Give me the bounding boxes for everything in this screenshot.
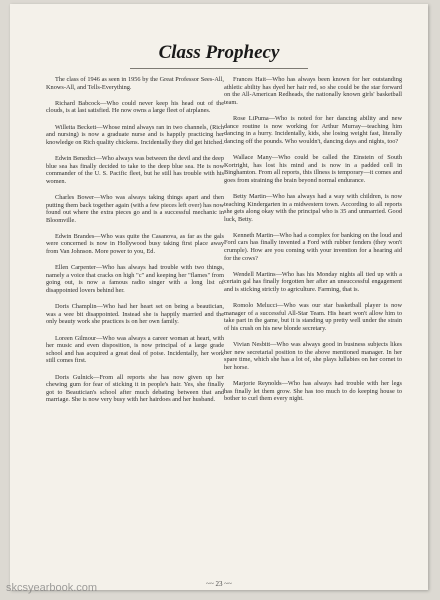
title-rule bbox=[130, 68, 308, 69]
page-number: ~~ 23 ~~ bbox=[206, 580, 232, 588]
prophecy-entry: Wallace Many—Who could be called the Einstein of South Kortright, has lost his mind and is now in a padded cell in Binghamton. From all reports, this illness is temporary—it comes and goes from straining the brain beyond normal endurance. bbox=[224, 153, 402, 184]
prophecy-entry: Rose LiPuma—Who is noted for her dancing ability and new dance routine is now working for Arthur Murray—teaching him dancing in a hurry. Incidentally, kids, she losing weight fast, literally dancing off the pounds. Who wouldn't, dancing days and nights, too? bbox=[224, 114, 402, 145]
right-column bbox=[224, 76, 402, 412]
prophecy-entry: Kenneth Martin—Who had a complex for banking on the loud and Ford cars has finally invented a Ford with rubber fenders (they won't crumple). How are you coming with your invention for a hearing aid for the cows? bbox=[224, 231, 402, 262]
prophecy-entry: Frances Hait—Who has always been known for her outstanding athletic ability has dyed her hair red, so she could be the star forward on the All-American Redheads, the nationally known girls' basketball team. bbox=[224, 76, 402, 106]
prophecy-entry: Marjorie Reynolds—Who has always had trouble with her legs has finally let them grow. She has too much to do keeping house to bother to curl them every night. bbox=[224, 380, 402, 403]
prophecy-entry: Doris Gulnick—From all reports she has now given up her chewing gum for fear of sticking it in people's hair. Yes, she finally got to Beautician's school after much debating between that and marriage. She is now very busy with her hairdoes and her husband. bbox=[46, 373, 224, 404]
prophecy-entry: Loreen Gilmour—Who was always a career woman at heart, with her music and even disposition, is now principal of a large grade school and has acquired a great deal of poise. Incidentally, her work still comes first. bbox=[46, 334, 224, 365]
prophecy-entry: Romolo Melucci—Who was our star basketball player is now manager of a successful All-Star Team. His heart won't allow him to take part in the game, but it is standing up pretty well under the strain of his crush on his new blonde secretary. bbox=[224, 302, 402, 332]
page-title: Class Prophecy bbox=[158, 42, 280, 63]
yearbook-page bbox=[10, 4, 428, 590]
prophecy-entry: Charles Bower—Who was always taking things apart and then putting them back together again (with a few pieces left over) has now found out where the extra pieces go and is a successful mechanic in Bloomville. bbox=[46, 193, 224, 224]
prophecy-entry: Edwin Benedict—Who always was between the devil and the deep blue sea has finally decided to take to the deep blue sea. He is now commander of the U. S. Pacific fleet, but he still has trouble with his women. bbox=[46, 154, 224, 185]
prophecy-entry: Doris Champlin—Who had her heart set on being a beautician, was a wee bit disappointed. Instead she is happily married and the only beauty work she practices is on her own family. bbox=[46, 303, 224, 326]
left-column bbox=[46, 76, 224, 413]
prophecy-entry: Ellen Carpenter—Who has always had trouble with two things, namely a voice that cracks on high "c" and keeping her "flames" from going out, is now a famous radio singer with a long list of disappointed lovers behind her. bbox=[46, 264, 224, 295]
prophecy-entry: Willeita Beckett—Whose mind always ran in two channels, (Rich and nursing) is now a graduate nurse and is happily practicing her knowledge on Rich quality chickens. Incidentally they did get hitched. bbox=[46, 123, 224, 146]
prophecy-entry: Wendell Martins—Who has his Monday nights all tied up with a certain gal has finally forgotten her after an unsuccessful engagement and is sticking strictly to agriculture. Farming, that is. bbox=[224, 270, 402, 294]
prophecy-entry: Richard Babcock—Who could never keep his head out of the clouds, is at last satisfied. He now owns a large fleet of airplanes. bbox=[46, 99, 224, 115]
prophecy-entry: The class of 1946 as seen in 1956 by the Great Professor Sees-All, Knows-All, and Tells-Everything. bbox=[46, 76, 224, 91]
site-watermark: skcsyearbook.com bbox=[6, 582, 98, 594]
prophecy-entry: Edwin Brandes—Who was quite the Casanova, as far as the gals were concerned is now in Hollywood busy taking first place away from Van Johnson. More power to you, Ed. bbox=[46, 232, 224, 256]
prophecy-entry: Betty Martin—Who has always had a way with children, is now teaching Kindergarten in a midwestern town. According to all reports she gets along okay with the principal who is 35 and unmarried. Good luck, Betty. bbox=[224, 192, 402, 223]
prophecy-entry: Vivian Nesbitt—Who was always good in business subjects likes her new secretarial position to the above mentioned manager. In her spare time, which she has a lot of, she plays lullabies on her cornet to her horse. bbox=[224, 341, 402, 371]
